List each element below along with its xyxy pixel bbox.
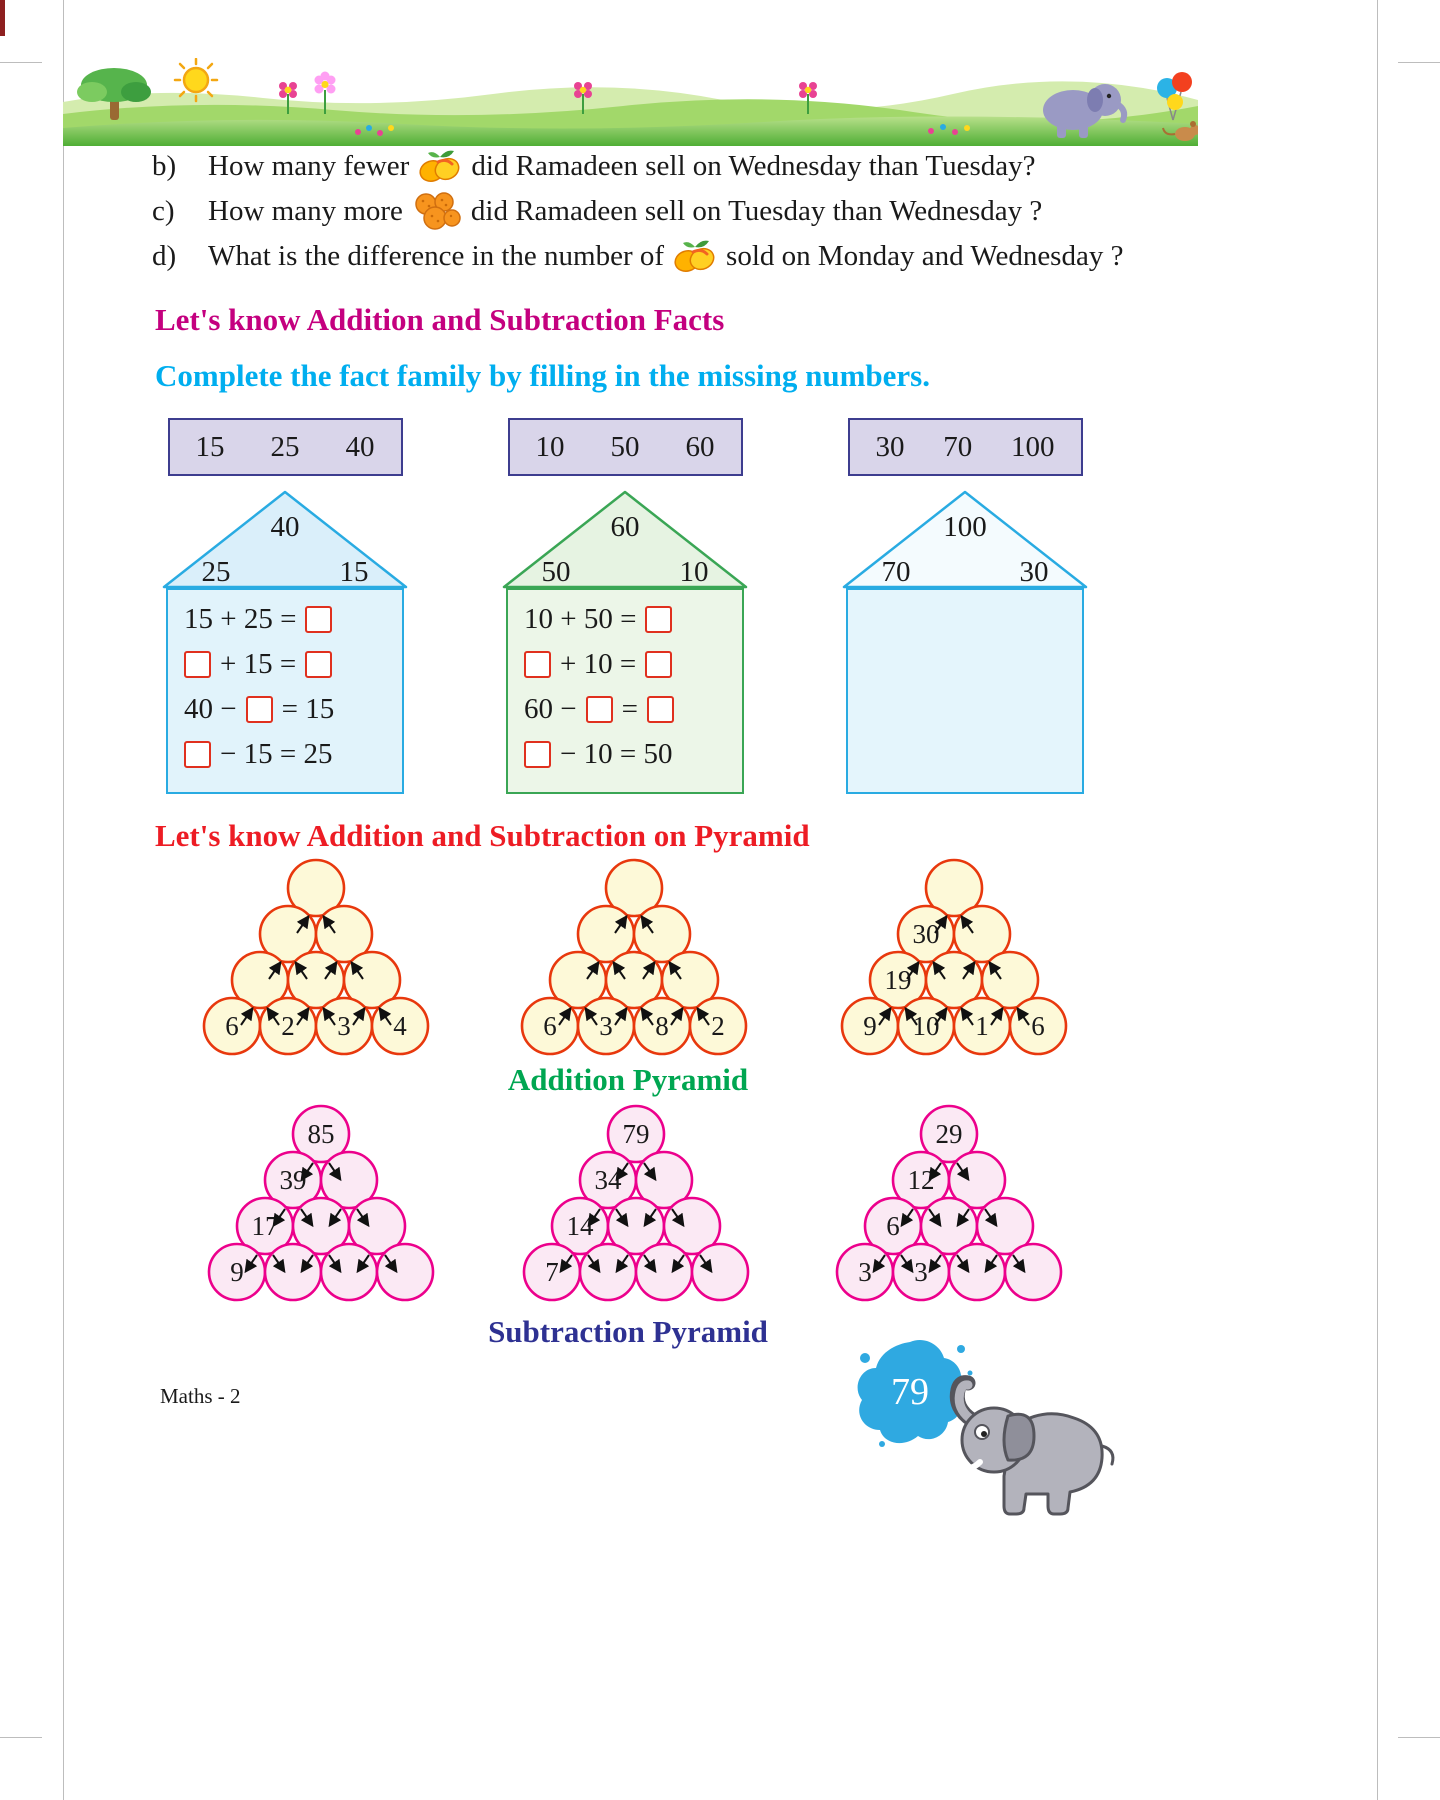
crop-mark (1398, 1737, 1440, 1738)
answer-box[interactable] (524, 651, 551, 678)
question-text-pre: How many more (208, 194, 403, 227)
roof-left-number: 25 (201, 556, 231, 588)
question-text-post: sold on Monday and Wednesday ? (726, 239, 1124, 272)
equation-text: + 10 = (560, 647, 637, 680)
addition-pyramid-label: Addition Pyramid (507, 1062, 749, 1097)
answer-box[interactable] (184, 741, 211, 768)
equation-text: 60 − (524, 692, 577, 725)
answer-box[interactable] (246, 696, 273, 723)
pyramid-value: 2 (711, 1011, 725, 1041)
roof-left-number: 50 (541, 556, 571, 588)
fact-number: 15 (195, 430, 225, 463)
questions-section (152, 148, 1123, 274)
page-number: 79 (891, 1371, 929, 1413)
answer-box[interactable] (586, 696, 613, 723)
roof-top-number: 60 (610, 511, 640, 543)
elephant-pupil (981, 1431, 987, 1437)
elephant-illustration (942, 1368, 1127, 1528)
equation-line (524, 735, 742, 773)
pyramid-value: 4 (393, 1011, 407, 1041)
fact-number: 60 (685, 430, 715, 463)
pyramid-value: 3 (858, 1257, 872, 1287)
fact-family-body (506, 588, 744, 794)
pyramid-value: 8 (655, 1011, 669, 1041)
answer-box[interactable] (524, 741, 551, 768)
pyramid-cell[interactable] (692, 1244, 748, 1300)
fact-family-roof (500, 488, 750, 590)
equation-line (184, 600, 402, 638)
question-row (152, 238, 1123, 274)
pyramid-cell[interactable] (1005, 1244, 1061, 1300)
answer-box[interactable] (645, 651, 672, 678)
pyramid-value: 7 (545, 1257, 559, 1287)
question-row (152, 191, 1123, 231)
fact-number: 100 (1011, 430, 1055, 463)
mango-icon (417, 148, 463, 184)
pyramid-value: 6 (543, 1011, 557, 1041)
question-label: c) (152, 194, 175, 227)
instruction-heading: Complete the fact family by filling in the missing numbers. (155, 358, 930, 393)
pyramid-value: 2 (281, 1011, 295, 1041)
equation-text: 10 + 50 = (524, 602, 637, 635)
question-text-post: did Ramadeen sell on Tuesday than Wednesday ? (470, 194, 1043, 227)
crop-mark (0, 1737, 42, 1738)
question-label: d) (152, 239, 177, 272)
pyramid-cell[interactable] (321, 1244, 377, 1300)
fact-family-number-strip (508, 418, 743, 476)
roof-top-number: 40 (270, 511, 300, 543)
pyramid-value: 9 (863, 1011, 877, 1041)
question-label: b) (152, 149, 177, 182)
equation-line (524, 645, 742, 683)
answer-box[interactable] (645, 606, 672, 633)
addition-pyramid (200, 858, 432, 1058)
fact-family-body (166, 588, 404, 794)
pyramid-cell[interactable] (265, 1244, 321, 1300)
equation-line (524, 600, 742, 638)
fact-family-body (846, 588, 1084, 794)
subtraction-pyramid-row (0, 1104, 1440, 1304)
question-text-pre: How many fewer (208, 149, 410, 182)
pyramid-value: 79 (622, 1119, 650, 1149)
subtraction-pyramid (205, 1104, 437, 1304)
fact-number: 30 (875, 430, 905, 463)
laddoo-icon (411, 191, 463, 231)
fact-family-house (840, 418, 1090, 794)
pyramid-value: 6 (225, 1011, 239, 1041)
roof-left-number: 70 (881, 556, 911, 588)
addition-pyramid-row (0, 858, 1440, 1058)
pyramid-value: 39 (279, 1165, 307, 1195)
roof-top-number: 100 (943, 511, 987, 543)
pyramid-cell[interactable] (949, 1244, 1005, 1300)
equation-text: − 15 = 25 (220, 737, 333, 770)
subtraction-pyramid-label: Subtraction Pyramid (488, 1314, 768, 1349)
fact-number: 70 (943, 430, 973, 463)
pyramid-value: 3 (599, 1011, 613, 1041)
subtraction-pyramid (520, 1104, 752, 1304)
equation-line (524, 690, 742, 728)
pyramid-value: 3 (914, 1257, 928, 1287)
fact-number: 50 (610, 430, 640, 463)
fact-number: 10 (535, 430, 565, 463)
pyramid-value: 6 (886, 1211, 900, 1241)
pyramid-value: 14 (566, 1211, 594, 1241)
question-text-post: did Ramadeen sell on Wednesday than Tuesday? (471, 149, 1036, 182)
answer-box[interactable] (305, 651, 332, 678)
elephant-tail (1102, 1446, 1113, 1464)
addition-pyramid (518, 858, 750, 1058)
pyramid-heading: Let's know Addition and Subtraction on Pyramid (155, 818, 810, 853)
question-row (152, 148, 1123, 184)
pyramid-value: 10 (912, 1011, 940, 1041)
pyramid-value: 19 (884, 965, 912, 995)
pyramid-value: 17 (251, 1211, 279, 1241)
answer-box[interactable] (184, 651, 211, 678)
equation-text: − 10 = 50 (560, 737, 673, 770)
header-banner-illustration (63, 58, 1198, 146)
fact-number: 25 (270, 430, 300, 463)
mango-icon (672, 238, 718, 274)
pyramid-value: 85 (307, 1119, 335, 1149)
fact-family-row (160, 418, 1090, 794)
equation-text: = 15 (281, 692, 335, 725)
equation-line (184, 735, 402, 773)
crop-mark (0, 62, 42, 63)
scan-edge-artifact (0, 0, 5, 36)
footer-book-label: Maths - 2 (160, 1384, 241, 1408)
equation-line (184, 645, 402, 683)
equation-text: 40 − (184, 692, 237, 725)
fact-family-roof (160, 488, 410, 590)
roof-right-number: 30 (1019, 556, 1049, 588)
crop-mark (1398, 62, 1440, 63)
fact-family-house (160, 418, 410, 794)
pyramid-value: 12 (907, 1165, 935, 1195)
subtraction-pyramid (833, 1104, 1065, 1304)
fact-number: 40 (345, 430, 375, 463)
equation-text: 15 + 25 = (184, 602, 297, 635)
elephant-ear (1004, 1414, 1034, 1460)
pyramid-value: 30 (912, 919, 940, 949)
roof-right-number: 15 (339, 556, 369, 588)
pyramid-cell[interactable] (377, 1244, 433, 1300)
pyramid-cell[interactable] (580, 1244, 636, 1300)
question-text-pre: What is the difference in the number of (208, 239, 665, 272)
pyramid-value: 6 (1031, 1011, 1045, 1041)
pyramid-value: 34 (594, 1165, 622, 1195)
fact-family-number-strip (848, 418, 1083, 476)
pyramid-value: 9 (230, 1257, 244, 1287)
fact-family-house (500, 418, 750, 794)
fact-family-number-strip (168, 418, 403, 476)
pyramid-value: 29 (935, 1119, 963, 1149)
answer-box[interactable] (305, 606, 332, 633)
answer-box[interactable] (647, 696, 674, 723)
equation-text: = (621, 692, 638, 725)
fact-family-roof (840, 488, 1090, 590)
pyramid-cell[interactable] (636, 1244, 692, 1300)
pyramid-value: 3 (337, 1011, 351, 1041)
facts-heading: Let's know Addition and Subtraction Facts (155, 302, 725, 337)
equation-line (184, 690, 402, 728)
pyramid-value: 1 (975, 1011, 989, 1041)
addition-pyramid (838, 858, 1070, 1058)
roof-right-number: 10 (679, 556, 709, 588)
equation-text: + 15 = (220, 647, 297, 680)
